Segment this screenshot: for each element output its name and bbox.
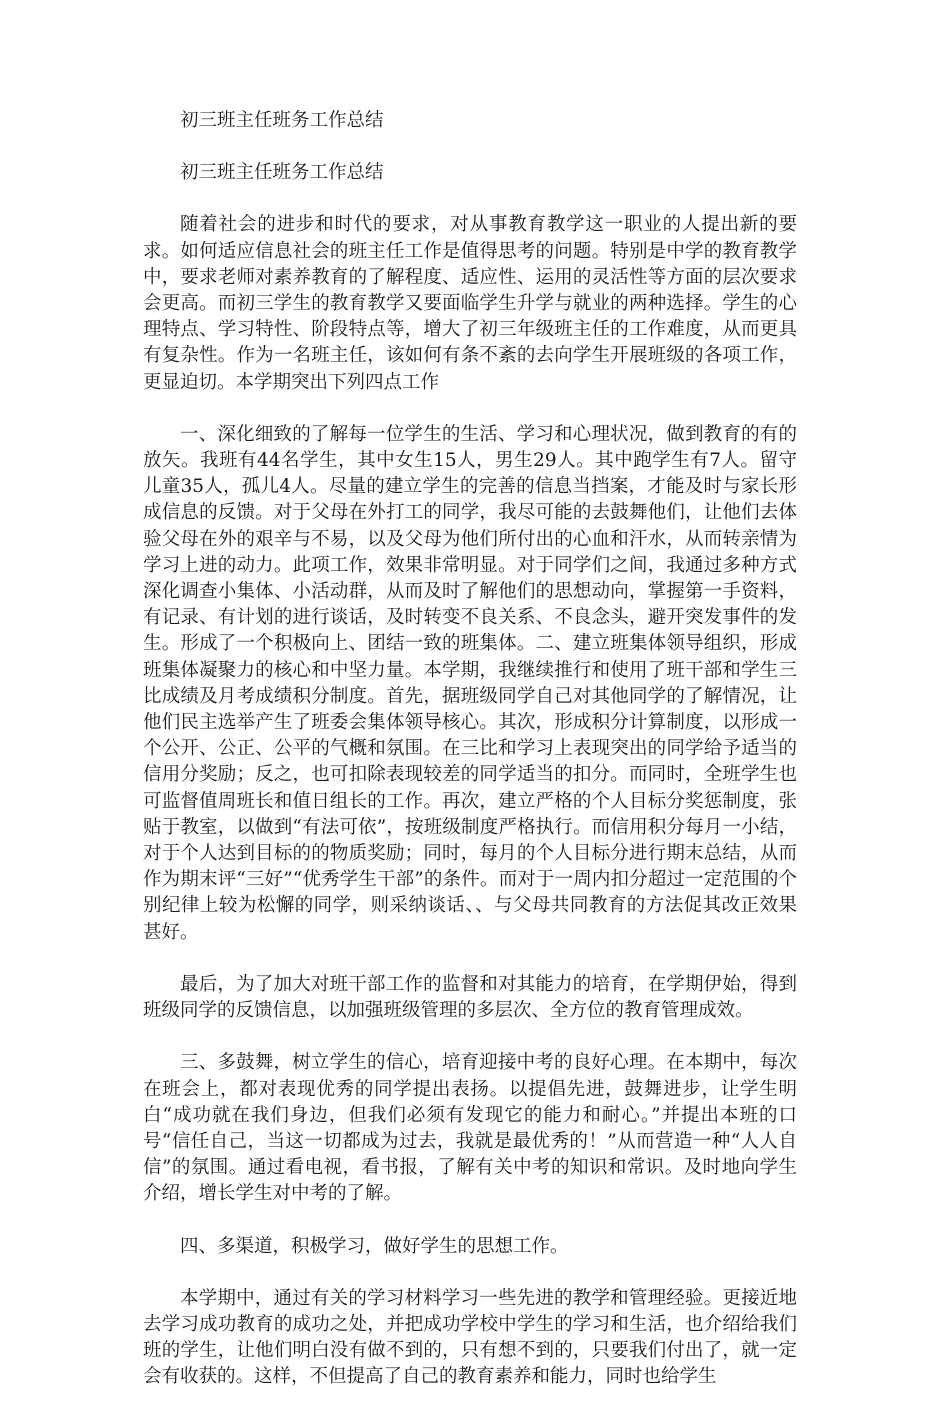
document-subtitle: 初三班主任班务工作总结 bbox=[180, 162, 384, 184]
paragraph-section-three: 三、多鼓舞，树立学生的信心，培育迎接中考的良好心理。在本期中，每次在班会上，都对表现优秀的同学提出表扬。以提倡先进，鼓舞进步，让学生明白“成功就在我们身边，但我们必须有发现它的能力和耐心。”并提出本班的口号“信任自己，当这一切都成为过去，我就是最优秀的！”从而营造一种“人人自信”的氛围。通过看电视，看书报，了解有关中考的知识和常识。及时地向学生介绍，增长学生对中考的了解。 bbox=[143, 1052, 797, 1205]
paragraph-section-four: 四、多渠道，积极学习，做好学生的思想工作。 bbox=[180, 1235, 569, 1257]
paragraph-finally: 最后，为了加大对班干部工作的监督和对其能力的培育，在学期伊始，得到班级同学的反馈信息，以加强班级管理的多层次、全方位的教育管理成效。 bbox=[143, 973, 797, 1022]
paragraph-this-semester: 本学期中，通过有关的学习材料学习一些先进的教学和管理经验。更接近地去学习成功教育的成功之处，并把成功学校中学生的学习和生活，也介绍给我们班的学生，让他们明白没有做不到的，只有想不到的，只要我们付出了，就一定会有收获的。这样，不但提高了自己的教育素养和能力，同时也给学生 bbox=[143, 1287, 797, 1388]
document-page bbox=[143, 108, 797, 1417]
paragraph-section-one: 一、深化细致的了解每一位学生的生活、学习和心理状况，做到教育的有的放矢。我班有44名学生，其中女生15人，男生29人。其中跑学生有7人。留守儿童35人，孤儿4人。尽量的建立学生的完善的信息当挡案，才能及时与家长形成信息的反馈。对于父母在外打工的同学，我尽可能的去鼓舞他们，让他们去体验父母在外的艰辛与不易，以及父母为他们所付出的心血和汗水，从而转亲情为学习上进的动力。此项工作，效果非常明显。对于同学们之间，我通过多种方式深化调查小集体、小活动群，从而及时了解他们的思想动向，掌握第一手资料，有记录、有计划的进行谈话，及时转变不良关系、不良念头，避开突发事件的发生。形成了一个积极向上、团结一致的班集体。二、建立班集体领导组织，形成班集体凝聚力的核心和中坚力量。本学期，我继续推行和使用了班干部和学生三比成绩及月考成绩积分制度。首先，据班级同学自己对其他同学的了解情况，让他们民主选举产生了班委会集体领导核心。其次，形成积分计算制度，以形成一个公开、公正、公平的气概和氛围。在三比和学习上表现突出的同学给予适当的信用分奖励；反之，也可扣除表现较差的同学适当的扣分。而同时，全班学生也可监督值周班长和值日组长的工作。再次，建立严格的个人目标分奖惩制度，张贴于教室，以做到“有法可依”，按班级制度严格执行。而信用积分每月一小结，对于个人达到目标的的物质奖励；同时，每月的个人目标分进行期末总结，从而作为期末评“三好”“优秀学生干部”的条件。而对于一周内扣分超过一定范围的个别纪律上较为松懈的同学，则采纳谈话、、与父母共同教育的方法促其改正效果甚好。 bbox=[143, 423, 797, 943]
document-title: 初三班主任班务工作总结 bbox=[180, 110, 384, 131]
paragraph-intro: 随着社会的进步和时代的要求，对从事教育教学这一职业的人提出新的要求。如何适应信息社会的班主任工作是值得思考的问题。特别是中学的教育教学中，要求老师对素养教育的了解程度、适应性、运用的灵活性等方面的层次要求会更高。而初三学生的教育教学又要面临学生升学与就业的两种选择。学生的心理特点、学习特性、阶段特点等，增大了初三年级班主任的工作难度，从而更具有复杂性。作为一名班主任，该如何有条不紊的去向学生开展班级的各项工作，更显迫切。本学期突出下列四点工作 bbox=[143, 214, 797, 393]
